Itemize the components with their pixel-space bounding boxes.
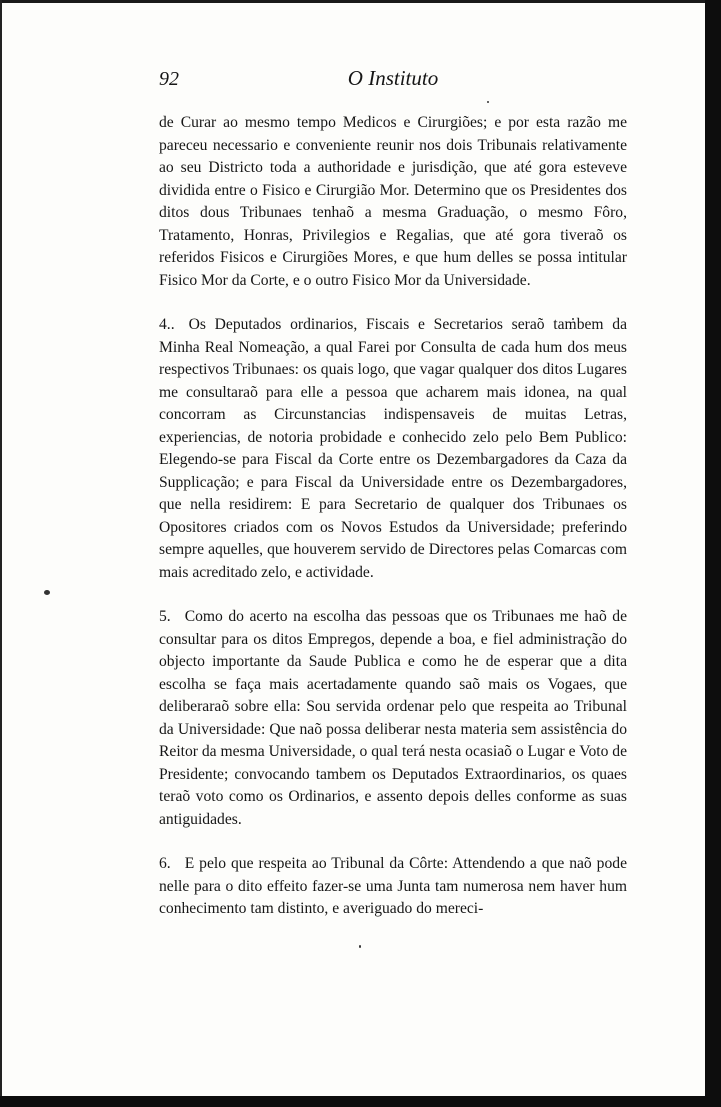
scan-border-bottom [0, 1096, 721, 1107]
page-content [159, 66, 627, 943]
paragraph-4 [159, 314, 627, 584]
paragraph-text: de Curar ao mesmo tempo Medicos e Cirurgiões; e por esta razão me pareceu necessario e conveniente reunir nos dois Tribunais relativamente ao seu Districto toda a authoridade e jurisdição, que até gora esteveve dividida entre o Fisico e Cirurgião Mor. Determino que os Presidentes dos ditos dous Tribunaes tenhaõ a mesma Graduação, o mesmo Fôro, Tratamento, Honras, Privilegios e Regalias, que até gora tiveraõ os referidos Fisicos e Cirurgiões Mores, e que hum delles se possa intitular Fisico Mor da Corte, e o outro Fisico Mor da Universidade. [159, 114, 627, 289]
scan-border-right [705, 0, 721, 1107]
page-number: 92 [159, 68, 179, 90]
paragraph-text: E pelo que respeita ao Tribunal da Côrte: Attendendo a que naõ pode nelle para o dito effeito fazer-se uma Junta tam numerosa nem haver hum conhecimento tam distinto, e averiguado do mereci- [159, 855, 627, 917]
paragraph-text: Como do acerto na escolha das pessoas que os Tribunaes me haõ de consultar para os ditos Empregos, depende a boa, e fiel administração do objecto importante da Saude Publica e como he de esperar que a dita escolha se faça mais acertadamente quando saõ mais os Vogaes, que deliberaraõ sobre ella: Sou servida ordenar pelo que respeita ao Tribunal da Universidade: Que naõ possa deliberar nesta materia sem assistência do Reitor da mesma Universidade, o qual terá nesta ocasiaõ o Lugar e Voto de Presidente; convocando tambem os Deputados Extraordinarios, os quaes teraõ voto como os Ordinarios, e assento depois delles conforme as suas antiguidades. [159, 608, 627, 828]
scan-speck [44, 590, 50, 595]
paragraph-5 [159, 606, 627, 831]
paragraph-continuation [159, 112, 627, 292]
paragraph-number: 6. [159, 855, 171, 872]
running-title: O Instituto [347, 66, 439, 90]
scan-border-left [0, 0, 2, 1107]
paragraph-text: Os Deputados ordinarios, Fiscais e Secretarios seraõ tambem da Minha Real Nomeação, a qual Farei por Consulta de cada hum dos meus respectivos Tribunaes: os quais logo, que vagar qualquer dos ditos Lugares me consultaraõ para elle a pessoa que acharem mais idonea, na qual concorram as Circunstancias indispensaveis de muitas Letras, experiencias, de notoria probidade e conhecido zelo pelo Bem Publico: Elegendo-se para Fiscal da Corte entre os Dezembargadores da Caza da Supplicação; e para Fiscal da Universidade entre os Dezembargadores, que nella residirem: E para Secretario de qualquer dos Tribunaes os Opositores criados com os Novos Estudos da Universidade; preferindo sempre aquelles, que houverem servido de Directores pelas Comarcas com mais acreditado zelo, e actividade. [159, 316, 627, 581]
paragraph-6 [159, 853, 627, 921]
paragraph-number: 5. [159, 608, 171, 625]
page-header [159, 66, 627, 96]
scan-speck [359, 945, 361, 948]
scan-border-top [0, 0, 721, 3]
paragraph-number: 4.. [159, 316, 175, 333]
